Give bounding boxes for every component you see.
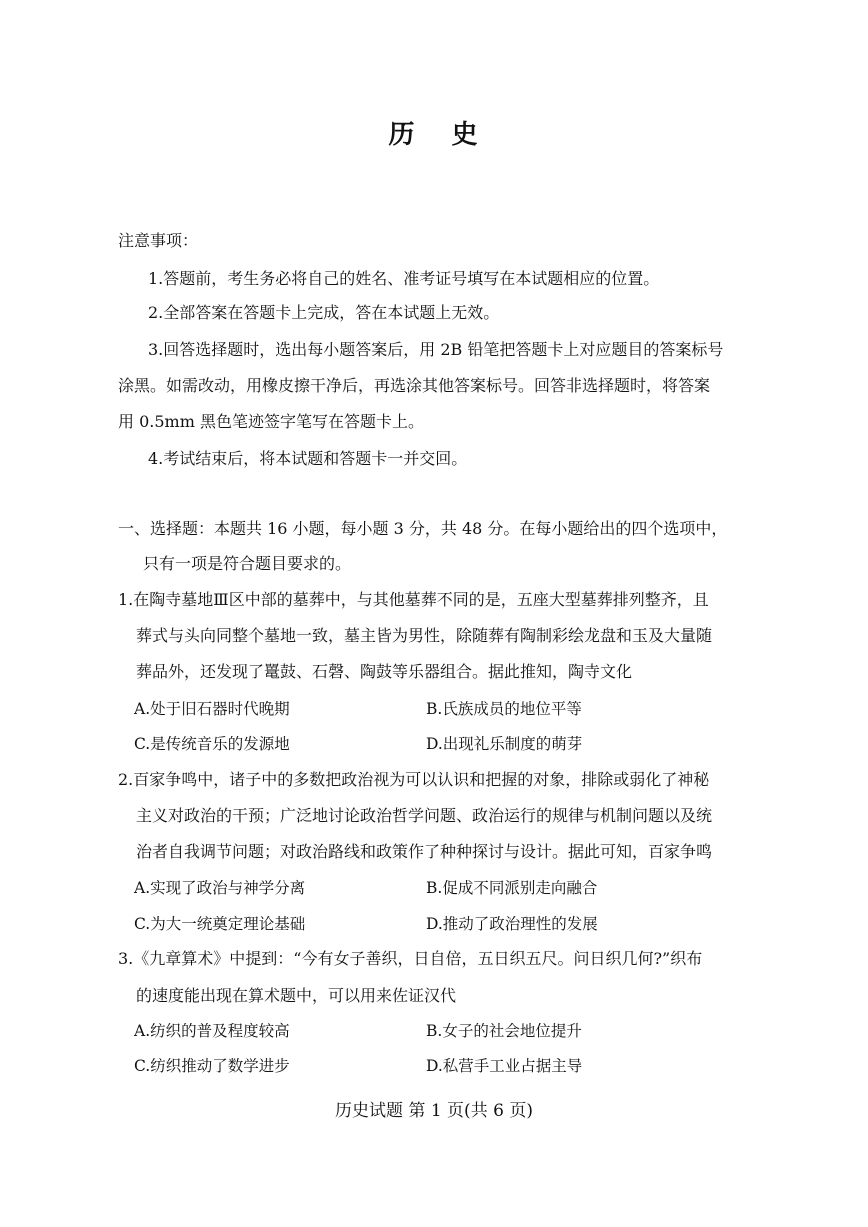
question-2-line: 主义对政治的干预；广泛地讨论政治哲学问题、政治运行的规律与机制问题以及统 bbox=[136, 806, 713, 825]
question-1-option-b: B.氏族成员的地位平等 bbox=[426, 700, 582, 718]
question-1-line: 葬式与头向同整个墓地一致，墓主皆为男性，除随葬有陶制彩绘龙盘和玉及大量随 bbox=[136, 626, 713, 645]
notice-item: 3.回答选择题时，选出每小题答案后，用 2B 铅笔把答题卡上对应题目的答案标号 bbox=[148, 340, 724, 359]
notice-item-continued: 用 0.5mm 黑色笔迹签字笔写在答题卡上。 bbox=[118, 412, 424, 431]
notice-item: 4.考试结束后，将本试题和答题卡一并交回。 bbox=[148, 449, 468, 468]
notice-item-continued: 涂黑。如需改动，用橡皮擦干净后，再选涂其他答案标号。回答非选择题时，将答案 bbox=[118, 376, 711, 395]
notice-item: 2.全部答案在答题卡上完成，答在本试题上无效。 bbox=[148, 303, 500, 322]
notice-heading: 注意事项： bbox=[118, 231, 199, 250]
question-2-option-c: C.为大一统奠定理论基础 bbox=[134, 915, 306, 933]
question-1-line: 葬品外，还发现了鼍鼓、石磬、陶鼓等乐器组合。据此推知，陶寺文化 bbox=[136, 662, 633, 681]
question-1-option-c: C.是传统音乐的发源地 bbox=[134, 735, 290, 753]
question-2-line: 2.百家争鸣中，诸子中的多数把政治视为可以认识和把握的对象，排除或弱化了神秘 bbox=[118, 770, 710, 789]
question-3-option-d: D.私营手工业占据主导 bbox=[426, 1057, 583, 1075]
question-3-line: 的速度能出现在算术题中，可以用来佐证汉代 bbox=[136, 986, 457, 1005]
question-3-option-b: B.女子的社会地位提升 bbox=[426, 1022, 582, 1040]
question-1-option-d: D.出现礼乐制度的萌芽 bbox=[426, 735, 583, 753]
question-3-line: 3.《九章算术》中提到：“今有女子善织，日自倍，五日织五尺。问日织几何?”织布 bbox=[118, 949, 703, 968]
question-1-line: 1.在陶寺墓地Ⅲ区中部的墓葬中，与其他墓葬不同的是，五座大型墓葬排列整齐，且 bbox=[118, 590, 709, 609]
section-header-continued: 只有一项是符合题目要求的。 bbox=[143, 554, 352, 573]
question-2-option-a: A.实现了政治与神学分离 bbox=[134, 879, 306, 897]
question-3-option-a: A.纺织的普及程度较高 bbox=[134, 1022, 290, 1040]
page-footer: 历史试题 第 1 页(共 6 页) bbox=[335, 1101, 533, 1121]
question-2-line: 治者自我调节问题；对政治路线和政策作了种种探讨与设计。据此可知，百家争鸣 bbox=[136, 842, 713, 861]
question-1-option-a: A.处于旧石器时代晚期 bbox=[134, 700, 290, 718]
notice-item: 1.答题前，考生务必将自己的姓名、准考证号填写在本试题相应的位置。 bbox=[148, 269, 660, 288]
question-2-option-d: D.推动了政治理性的发展 bbox=[426, 915, 598, 933]
question-3-option-c: C.纺织推动了数学进步 bbox=[134, 1057, 290, 1075]
page-title: 历 史 bbox=[388, 120, 480, 150]
question-2-option-b: B.促成不同派别走向融合 bbox=[426, 879, 598, 897]
section-header: 一、选择题：本题共 16 小题，每小题 3 分，共 48 分。在每小题给出的四个选项中， bbox=[118, 519, 728, 538]
